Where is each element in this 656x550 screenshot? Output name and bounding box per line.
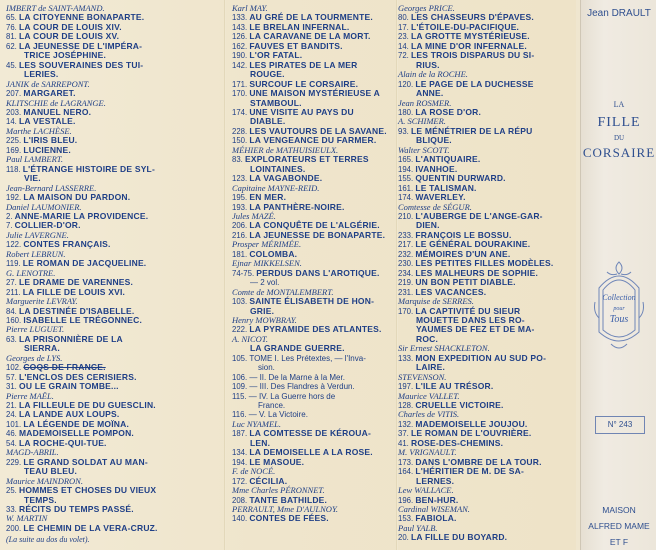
catalog-number: 24.: [6, 410, 20, 420]
catalog-subentry-text: — II. De la Marne à la Mer.: [249, 372, 345, 382]
catalog-author: Marguerite LEVRAY.: [6, 296, 78, 307]
catalog-number: 234.: [398, 268, 416, 278]
catalog-number: 76.: [6, 22, 20, 32]
catalog-number: 233.: [398, 230, 416, 240]
catalog-title: LUCIENNE.: [23, 144, 71, 155]
catalog-number: 170.: [398, 306, 416, 316]
catalog-title: LA ROCHE-QUI-TUE.: [19, 437, 107, 448]
catalog-number: 20.: [398, 533, 412, 543]
catalog-number: 211.: [6, 287, 23, 297]
catalog-title: L'HÉRITIER DE M. DE SA-: [415, 466, 524, 477]
catalog-number: 165.: [398, 155, 416, 165]
catalog-number: 62.: [6, 41, 20, 51]
catalog-title: LA PANTHÈRE-NOIRE.: [249, 201, 345, 212]
catalog-author: Paul YALB.: [398, 522, 438, 533]
catalog-author: Walter SCOTT.: [398, 144, 450, 155]
catalog-title: CRUELLE VICTOIRE.: [415, 400, 504, 411]
catalog-title: LA MINE D'OR INFERNALE.: [411, 40, 527, 51]
catalog-title: LE GRAND SOLDAT AU MAN-: [23, 456, 148, 467]
catalog-title-continuation: DIABLE.: [250, 116, 286, 127]
catalog-title: LA JEUNESSE DE L'IMPÉRA-: [19, 40, 143, 51]
catalog-title: FAUVES ET BANDITS.: [249, 40, 343, 51]
catalog-number: 216.: [232, 230, 250, 240]
catalog-title-continuation: YAUMES DE FEZ ET DE MA-: [416, 324, 535, 335]
catalog-title: ISABELLE LE TRÉGONNEC.: [23, 314, 143, 325]
catalog-number: 181.: [232, 249, 250, 259]
catalog-number: 133.: [398, 353, 416, 363]
catalog-author: Pierre MAËL.: [6, 390, 54, 401]
catalog-number: 153.: [398, 514, 416, 524]
catalog-number: 81.: [6, 32, 20, 42]
catalog-title: LA CAPTIVITÉ DU SIEUR: [415, 305, 521, 316]
catalog-title: LA COUR DE LOUIS XV.: [19, 31, 120, 42]
catalog-number: 140.: [232, 514, 250, 524]
catalog-author: Prosper MÉRIMÉE.: [232, 239, 302, 250]
catalog-subentry: [232, 392, 394, 401]
catalog-subentry-continuation: France.: [258, 401, 286, 411]
catalog-title: LA VAGABONDE.: [249, 173, 323, 184]
catalog-title: FRANÇOIS LE BOSSU.: [415, 229, 512, 240]
catalog-author: STEVENSON.: [398, 371, 447, 382]
catalog-title: L'AUBERGE DE L'ANGE-GAR-: [415, 210, 543, 221]
catalog-title: LE MASOUE.: [249, 456, 305, 467]
catalog-number: 103.: [232, 297, 250, 307]
catalog-title: LA GROTTE MYSTÉRIEUSE.: [411, 31, 530, 42]
catalog-note: (La suite au dos du volet).: [6, 535, 90, 545]
catalog-subentry: [232, 373, 394, 382]
catalog-number: 41.: [398, 438, 412, 448]
catalog-author: Marthe LACHÈSE.: [6, 125, 72, 136]
catalog-author: MÉHIER de MATHUISIEULX.: [232, 144, 339, 155]
catalog-title: LE BRELAN INFERNAL.: [249, 21, 350, 32]
catalog-column-1: [6, 4, 218, 545]
catalog-number: 222.: [232, 325, 250, 335]
catalog-subentry-text: — III. Des Flandres à Verdun.: [249, 382, 355, 392]
catalog-title: WAVERLEY.: [415, 192, 466, 203]
catalog-title: COLLIER-D'OR.: [14, 220, 81, 231]
catalog-number: 231.: [398, 287, 416, 297]
catalog-number: 115.: [232, 391, 249, 401]
catalog-title: EXPLORATEURS ET TERRES: [245, 154, 369, 165]
catalog-number: 122.: [6, 240, 24, 250]
catalog-title: ROSE-DES-CHEMINS.: [411, 437, 504, 448]
catalog-number: 119.: [6, 259, 23, 269]
catalog-title: LE ROMAN DE JACQUELINE.: [22, 258, 147, 269]
catalog-number: 190.: [232, 51, 250, 61]
catalog-subentry-text: TOME I. Les Prétextes, — l'Inva-: [249, 353, 366, 363]
catalog-number: 134.: [232, 448, 250, 458]
catalog-title: CONTES DE FÉES.: [249, 513, 329, 524]
catalog-author: Paul LAMBERT.: [6, 154, 63, 165]
catalog-number: 63.: [6, 334, 20, 344]
catalog-title: LES VAUTOURS DE LA SAVANE.: [249, 125, 387, 136]
catalog-number: 208.: [232, 495, 250, 505]
catalog-title: LA COMTESSE DE KÉROUA-: [249, 428, 372, 439]
catalog-number: 57.: [6, 372, 20, 382]
catalog-author: Karl MAY.: [232, 3, 268, 13]
catalog-title: LE MÉNÉTRIER DE LA RÉPU: [411, 125, 533, 136]
catalog-author: Pierre LUGUET.: [6, 324, 65, 335]
catalog-title-continuation: LEN.: [250, 437, 271, 448]
catalog-author: Charles de VITIS.: [398, 409, 460, 420]
catalog-title: COQS DE FRANCE.: [23, 362, 106, 373]
catalog-number: 102.: [6, 363, 24, 373]
catalog-number: 72.: [398, 51, 412, 61]
catalog-number: 54.: [6, 438, 20, 448]
catalog-number: 84.: [6, 306, 20, 316]
catalog-title: L'OR FATAL.: [249, 50, 303, 61]
catalog-number: 80.: [398, 13, 412, 23]
catalog-title-continuation: BLIQUE.: [416, 135, 452, 146]
catalog-author: Alain de la ROCHE.: [398, 69, 468, 80]
catalog-author: Cardinal WISEMAN.: [398, 504, 470, 515]
catalog-number: 45.: [6, 60, 20, 70]
catalog-title-continuation: DIEN.: [416, 220, 440, 231]
catalog-title: MÉMOIRES D'UN ANE.: [415, 248, 511, 259]
catalog-title: ANNE-MARIE LA PROVIDENCE.: [14, 210, 149, 221]
catalog-title: PERDUS DANS L'AROTIQUE.: [256, 267, 380, 278]
catalog-title: L'ANTIQUAIRE.: [415, 154, 481, 165]
catalog-number: 132.: [398, 419, 416, 429]
catalog-number: 116.: [232, 410, 249, 420]
catalog-title: LA DESTINÉE D'ISABELLE.: [19, 305, 135, 316]
spine-title: [581, 100, 656, 161]
spine-title-la: LA: [613, 100, 625, 109]
catalog-column-2: [232, 4, 394, 524]
catalog-author: Sir Ernest SHACKLETON.: [398, 343, 490, 354]
catalog-number: 195.: [232, 193, 250, 203]
catalog-number: 27.: [6, 278, 20, 288]
catalog-title: COLOMBA.: [249, 248, 298, 259]
catalog-author: Henry MOWBRAY.: [232, 314, 297, 325]
catalog-title: UNE VISITE AU PAYS DU: [249, 106, 354, 117]
catalog-author: A. NICOT.: [232, 333, 268, 344]
catalog-author: Maurice MAINDRON.: [6, 475, 83, 486]
catalog-author: Capitaine MAYNE-REID.: [232, 182, 320, 193]
catalog-number: 17.: [398, 22, 412, 32]
catalog-title: FABIOLA.: [415, 513, 457, 524]
catalog-title: L'IRIS BLEU.: [23, 135, 78, 146]
catalog-number: 193.: [232, 202, 250, 212]
catalog-title: LA FILLE DU BOYARD.: [411, 532, 508, 543]
catalog-number: 192.: [6, 193, 24, 203]
catalog-number: 230.: [398, 259, 416, 269]
catalog-number: 109.: [232, 382, 250, 392]
catalog-number: 160.: [6, 315, 24, 325]
spine-author: Jean DRAULT: [587, 8, 651, 19]
catalog-column-3: [398, 4, 574, 543]
catalog-author: Comte de MONTALEMBERT.: [232, 286, 334, 297]
catalog-author: JANIK de SARREPONT.: [6, 78, 90, 89]
catalog-title-continuation: RIUS.: [416, 59, 440, 70]
catalog-title: LA CONQUÊTE DE L'ALGÉRIE.: [249, 220, 380, 231]
catalog-author: Jean ROSMER.: [398, 97, 452, 108]
catalog-number: 210.: [398, 211, 416, 221]
catalog-number: 171.: [232, 79, 250, 89]
catalog-author: Julie LAVERGNE.: [6, 229, 69, 240]
catalog-number: 228.: [232, 126, 250, 136]
catalog-title: LES MALHEURS DE SOPHIE.: [415, 267, 539, 278]
catalog-title: UN BON PETIT DIABLE.: [415, 277, 516, 288]
catalog-number: 2.: [6, 211, 15, 221]
emblem-text-tous: Tous: [609, 314, 629, 325]
page-fold: [224, 0, 226, 550]
catalog-title-continuation: LOINTAINES.: [250, 163, 306, 174]
catalog-number: 143.: [232, 22, 250, 32]
catalog-title: LA CITOYENNE BONAPARTE.: [19, 12, 145, 23]
catalog-title-continuation: LERNES.: [416, 475, 455, 486]
catalog-author: Robert LEBRUN.: [6, 248, 66, 259]
catalog-number: 170.: [232, 89, 250, 99]
catalog-title: AU GRÉ DE LA TOURMENTE.: [249, 12, 373, 23]
catalog-number: 21.: [6, 401, 20, 411]
catalog-title-continuation: GRIE.: [250, 305, 275, 316]
collection-emblem-icon: [591, 258, 647, 354]
publisher-line-1: MAISON: [602, 505, 636, 515]
catalog-title: LA LANDE AUX LOUPS.: [19, 409, 120, 420]
catalog-number: 31.: [6, 382, 20, 392]
catalog-title: CÉCILIA.: [249, 475, 288, 486]
catalog-title: LE CHEMIN DE LA VERA-CRUZ.: [23, 522, 158, 533]
catalog-subentry: [232, 382, 394, 391]
catalog-title: LA PRISONNIÈRE DE LA: [19, 333, 123, 344]
catalog-number: 150.: [232, 136, 250, 146]
catalog-title: BEN-HUR.: [415, 494, 459, 505]
catalog-title: LA COUR DE LOUIS XIV.: [19, 21, 122, 32]
catalog-title: L'ENCLOS DES CERISIERS.: [19, 371, 137, 382]
catalog-title-continuation: STAMBOUL.: [250, 97, 302, 108]
catalog-title: LES PIRATES DE LA MER: [249, 59, 358, 70]
catalog-author: Comtesse de SÉGUR.: [398, 201, 472, 212]
spine-title-corsaire: CORSAIRE: [582, 145, 656, 160]
catalog-author: Daniel LAUMONIER.: [6, 201, 82, 212]
catalog-author: Lew WALLACE.: [398, 485, 454, 496]
catalog-author: Georges de LYS.: [6, 352, 63, 363]
catalog-title: IVANHOE.: [415, 163, 458, 174]
catalog-author: G. LENOTRE.: [6, 267, 56, 278]
catalog-title: LE GÉNÉRAL DOURAKINE.: [415, 239, 531, 250]
catalog-entry: [6, 524, 218, 533]
catalog-title-continuation: TEMPS.: [24, 494, 57, 505]
catalog-title: RÉCITS DU TEMPS PASSÉ.: [19, 504, 134, 515]
catalog-author: IMBERT de SAINT-AMAND.: [6, 3, 105, 13]
catalog-author: Maurice VALLET.: [398, 390, 460, 401]
catalog-title-continuation: SIERRA.: [24, 343, 60, 354]
catalog-author: MAGD-ABRIL.: [6, 447, 59, 458]
catalog-entry: [232, 269, 394, 278]
catalog-number: 7.: [6, 221, 15, 231]
catalog-number: 128.: [398, 401, 416, 411]
catalog-title-continuation: LA GRANDE GUERRE.: [250, 343, 345, 354]
catalog-title: QUENTIN DURWARD.: [415, 173, 506, 184]
catalog-author: M. VRIGNAULT.: [398, 447, 457, 458]
catalog-title: LA VESTALE.: [19, 116, 76, 127]
catalog-title: MARGARET.: [23, 88, 76, 99]
catalog-title: LE ROMAN DE L'OUVRIÈRE.: [411, 428, 532, 439]
catalog-title: LA FILLEULE DE DU GUESCLIN.: [19, 400, 156, 411]
catalog-author: A. SCHIMER.: [398, 116, 446, 127]
catalog-title: LE TALISMAN.: [415, 182, 477, 193]
catalog-number: 83.: [232, 155, 246, 165]
catalog-title: LA VENGEANCE DU FARMER.: [249, 135, 377, 146]
catalog-subentry-continuation: sion.: [258, 363, 275, 373]
catalog-number: 217.: [398, 240, 416, 250]
catalog-title: SAINTE ÉLISABETH DE HON-: [249, 296, 375, 307]
spine-number: N° 243: [595, 416, 645, 434]
catalog-title: LA FILLE DE LOUIS XVI.: [22, 286, 126, 297]
emblem-text-pour: pour: [613, 306, 625, 312]
catalog-number: 93.: [398, 126, 412, 136]
catalog-title: MADEMOISELLE JOUJOU.: [415, 418, 528, 429]
publisher-line-2: ALFRED MAME: [588, 521, 650, 531]
catalog-title-continuation: TRICE JOSÉPHINE.: [24, 50, 107, 61]
catalog-title: L'ILE AU TRÉSOR.: [415, 381, 494, 392]
catalog-title: CONTES FRANÇAIS.: [23, 239, 111, 250]
catalog-number: 37.: [398, 429, 412, 439]
catalog-author: Jean-Bernard LASSERRE.: [6, 182, 97, 193]
catalog-number: 105.: [232, 353, 250, 363]
catalog-number: 200.: [6, 523, 24, 533]
catalog-title: DANS L'OMBRE DE LA TOUR.: [415, 456, 542, 467]
catalog-title: LES TROIS DISPARUS DU SI-: [411, 50, 535, 61]
catalog-title: MANUEL NERO.: [23, 106, 92, 117]
catalog-title-continuation: LERIES.: [24, 69, 59, 80]
catalog-title: SURCOUF LE CORSAIRE.: [249, 78, 359, 89]
catalog-number: 106.: [232, 372, 250, 382]
catalog-number: 219.: [398, 278, 416, 288]
catalog-number: 172.: [232, 476, 250, 486]
catalog-author: PERRAULT, Mme D'AULNOY.: [232, 504, 339, 515]
catalog-title: LES SOUVERAINES DES TUI-: [19, 59, 144, 70]
catalog-entry: [232, 514, 394, 523]
catalog-number: 197.: [398, 382, 416, 392]
catalog-title: LA JEUNESSE DE BONAPARTE.: [249, 229, 386, 240]
catalog-number: 207.: [6, 89, 24, 99]
catalog-number: 65.: [6, 13, 20, 23]
catalog-number: 101.: [6, 419, 24, 429]
catalog-number: 142.: [232, 60, 250, 70]
catalog-number: 155.: [398, 174, 416, 184]
catalog-author: Jules MAZÉ.: [232, 210, 276, 221]
catalog-number: 206.: [232, 221, 250, 231]
catalog-title-continuation: TEAU BLEU.: [24, 466, 77, 477]
catalog-title: LES VACANCES.: [415, 286, 487, 297]
catalog-author: KLITSCHIE de LAGRANGE.: [6, 97, 106, 108]
catalog-author: W. MARTIN: [6, 513, 48, 524]
catalog-number: 194.: [398, 164, 416, 174]
catalog-subentry-text: — V. La Victoire.: [248, 410, 308, 420]
catalog-title: LE DRAME DE VARENNES.: [19, 277, 134, 288]
spine-publisher: [581, 502, 656, 550]
catalog-title: TANTE BATHILDE.: [249, 494, 328, 505]
catalog-number: 162.: [232, 41, 250, 51]
catalog-number: 194.: [232, 457, 250, 467]
catalog-title-continuation: MOUETTE DANS LES RO-: [416, 314, 525, 325]
catalog-title: MADEMOISELLE POMPON.: [19, 428, 134, 439]
catalog-title: LE PAGE DE LA DUCHESSE: [415, 78, 534, 89]
catalog-number: 14.: [398, 41, 412, 51]
catalog-title: OU LE GRAIN TOMBE...: [19, 381, 119, 392]
catalog-title: LES CHASSEURS D'ÉPAVES.: [411, 12, 534, 23]
catalog-number: 161.: [398, 183, 416, 193]
catalog-number: 174.: [232, 107, 250, 117]
catalog-number: 14.: [6, 117, 20, 127]
catalog-author: Mme Charles PÉRONNET.: [232, 485, 325, 496]
catalog-number: 173.: [398, 457, 416, 467]
catalog-title-continuation: LAIRE.: [416, 362, 446, 373]
emblem-text-collection: Collection: [602, 293, 636, 302]
catalog-number: 23.: [398, 32, 412, 42]
catalog-author: Ejnar MIKKELSEN.: [232, 258, 302, 269]
catalog-title-continuation: ROC.: [416, 333, 439, 344]
catalog-number: 164.: [398, 467, 416, 477]
catalog-number: 203.: [6, 107, 24, 117]
catalog-number: 46.: [6, 429, 20, 439]
catalog-number: 120.: [398, 79, 416, 89]
catalog-number: 225.: [6, 136, 24, 146]
catalog-subentry-text: — IV. La Guerre hors de: [248, 391, 336, 401]
catalog-title: MON EXPEDITION AU SUD PO-: [415, 352, 547, 363]
catalog-title-continuation: ANNE.: [416, 88, 444, 99]
catalog-title-continuation: ROUGE.: [250, 69, 285, 80]
catalog-title: LA MAISON DU PARDON.: [23, 192, 131, 203]
catalog-title: HOMMES ET CHOSES DU VIEUX: [19, 485, 157, 496]
catalog-author: Georges PRICE.: [398, 3, 455, 13]
catalog-title-continuation: VIE.: [24, 173, 41, 184]
catalog-number: 174.: [398, 193, 416, 203]
catalog-number: 229.: [6, 457, 24, 467]
catalog-title: UNE MAISON MYSTÉRIEUSE A: [249, 88, 380, 99]
catalog-number: 169.: [6, 145, 24, 155]
catalog-subentry-text: — 2 vol.: [250, 278, 280, 288]
catalog-number: 232.: [398, 249, 416, 259]
catalog-author: F. de NOCÉ.: [232, 466, 276, 477]
catalog-number: 123.: [232, 174, 250, 184]
catalog-number: 74-75.: [232, 268, 257, 278]
catalog-title: LA ROSE D'OR.: [415, 106, 482, 117]
catalog-number: 187.: [232, 429, 250, 439]
catalog-number: 118.: [6, 164, 23, 174]
catalog-title: LA DEMOISELLE A LA ROSE.: [249, 447, 373, 458]
catalog-title: LA CARAVANE DE LA MORT.: [249, 31, 371, 42]
spine-title-fille: FILLE: [597, 115, 641, 130]
catalog-title: EN MER.: [249, 192, 287, 203]
catalog-number: 133.: [232, 13, 250, 23]
catalog-number: 180.: [398, 107, 416, 117]
catalog-title: L'ÉTRANGE HISTOIRE DE SYL-: [22, 163, 155, 174]
catalog-number: 25.: [6, 486, 20, 496]
catalog-title: L'ÉTOILE-DU-PACIFIQUE.: [411, 21, 520, 32]
catalog-number: 33.: [6, 505, 20, 515]
catalog-author: Luc NYAMEL.: [232, 418, 281, 429]
spine-title-du: DU: [613, 134, 625, 142]
catalog-title: LA PYRAMIDE DES ATLANTES.: [249, 324, 382, 335]
catalog-title: LA LÉGENDE DE MOÏNA.: [23, 418, 130, 429]
catalog-entry: [398, 533, 574, 542]
catalog-author: Marquise de SERRES.: [398, 296, 474, 307]
catalog-title: LES PETITES FILLES MODÈLES.: [415, 258, 554, 269]
catalog-subentry: [232, 354, 394, 363]
publisher-line-3: ET F: [609, 537, 629, 547]
catalog-number: 126.: [232, 32, 250, 42]
book-spine: [580, 0, 656, 550]
catalog-number: 196.: [398, 495, 416, 505]
